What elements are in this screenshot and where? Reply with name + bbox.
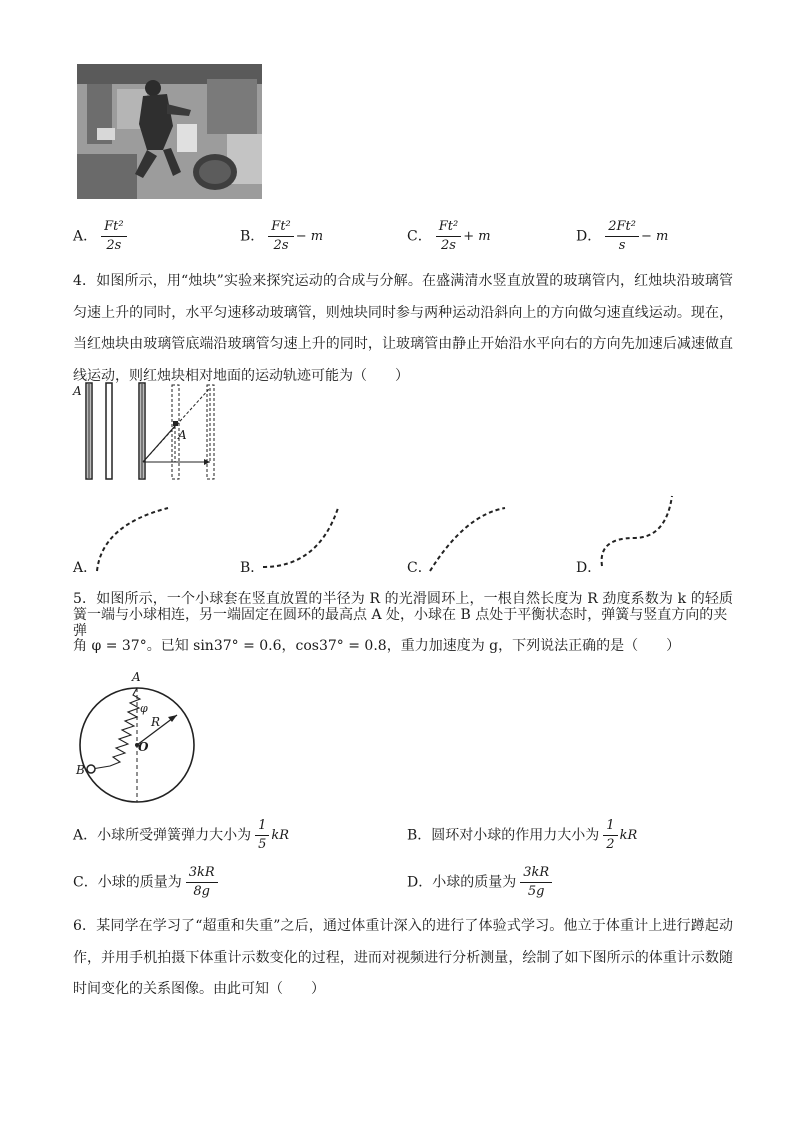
q5-option-d: D．小球的质量为 $\frac{3kR}{5g}$ [407, 864, 554, 901]
q5-fig-label-phi: φ [140, 702, 148, 715]
q4-option-c-label: C． [407, 560, 432, 576]
q4-option-a-curve [92, 505, 172, 575]
q3-option-d: D． $\frac{\text{2Ft²}}{s}$ − m [576, 219, 669, 253]
q4-tubes-figure [70, 380, 230, 485]
q4-option-b-curve [258, 505, 343, 575]
q4-option-a-label: A． [73, 560, 98, 576]
q4-fig-label-a2: A [178, 428, 187, 442]
q4-stem: 4．如图所示，用“烛块”实验来探究运动的合成与分解。在盛满清水竖直放置的玻璃管内，红烛块沿玻璃管匀速上升的同时，水平匀速移动玻璃管，则烛块同时参与两种运动沿斜向上的方向做匀速直线运动。现在，当红烛块由玻璃管底端沿玻璃管匀速上升的同时，让玻璃管由静止开始沿水平向右的方向先加速后减速做直线运动，则红烛块相对地面的运动轨迹可能为（ ） [73, 273, 733, 384]
q5-circle-figure [72, 668, 202, 808]
q4-option-b-label: B． [240, 560, 265, 576]
q4-option-d-curve [594, 492, 679, 572]
q4-option-d-label: D． [576, 560, 602, 576]
q6-stem: 6．某同学在学习了“超重和失重”之后，通过体重计深入的进行了体验式学习。他立于体重计上进行蹲起动作，并用手机拍摄下体重计示数变化的过程，进而对视频进行分析测量，绘制了如下图所示的体重计示数随时间变化的关系图像。由此可知（ ） [73, 918, 733, 997]
q5-stem-line3: 角 φ = 37°。已知 sin37° = 0.6，cos37° = 0.8，重力加速度为 g，下列说法正确的是（ ） [73, 638, 681, 654]
astronaut-photo [77, 64, 262, 199]
q5-stem-line2: 簧一端与小球相连，另一端固定在圆环的最高点 A 处，小球在 B 点处于平衡状态时，弹簧与竖直方向的夹 [73, 607, 728, 623]
q5-fig-label-a: A [132, 670, 141, 684]
q3-option-a: A． $\frac{\text{Ft²}}{2s}$ [73, 218, 129, 255]
q5-option-c: C．小球的质量为 $\frac{3kR}{8g}$ [73, 864, 220, 901]
q3-option-b: B． $\frac{\text{Ft²}}{2s}$ − m [240, 219, 324, 253]
q5-fig-label-o: O [138, 740, 149, 754]
q4-option-c-curve [425, 505, 510, 575]
q5-fig-label-r: R [151, 715, 161, 729]
q4-fig-label-a1: A [73, 384, 82, 398]
q5-option-b: B．圆环对小球的作用力大小为 $\frac{1}{2}$ kR [407, 818, 638, 852]
q5-fig-label-b: B [76, 763, 85, 777]
q3-option-c: C． $\frac{\text{Ft²}}{2s}$ + m [407, 219, 491, 253]
q5-option-a: A．小球所受弹簧弹力大小为 $\frac{1}{5}$ kR [73, 818, 290, 852]
q5-stem-line1: 5．如图所示，一个小球套在竖直放置的半径为 R 的光滑圆环上，一根自然长度为 R 劲度系数为 k 的轻质弹 [73, 591, 733, 639]
